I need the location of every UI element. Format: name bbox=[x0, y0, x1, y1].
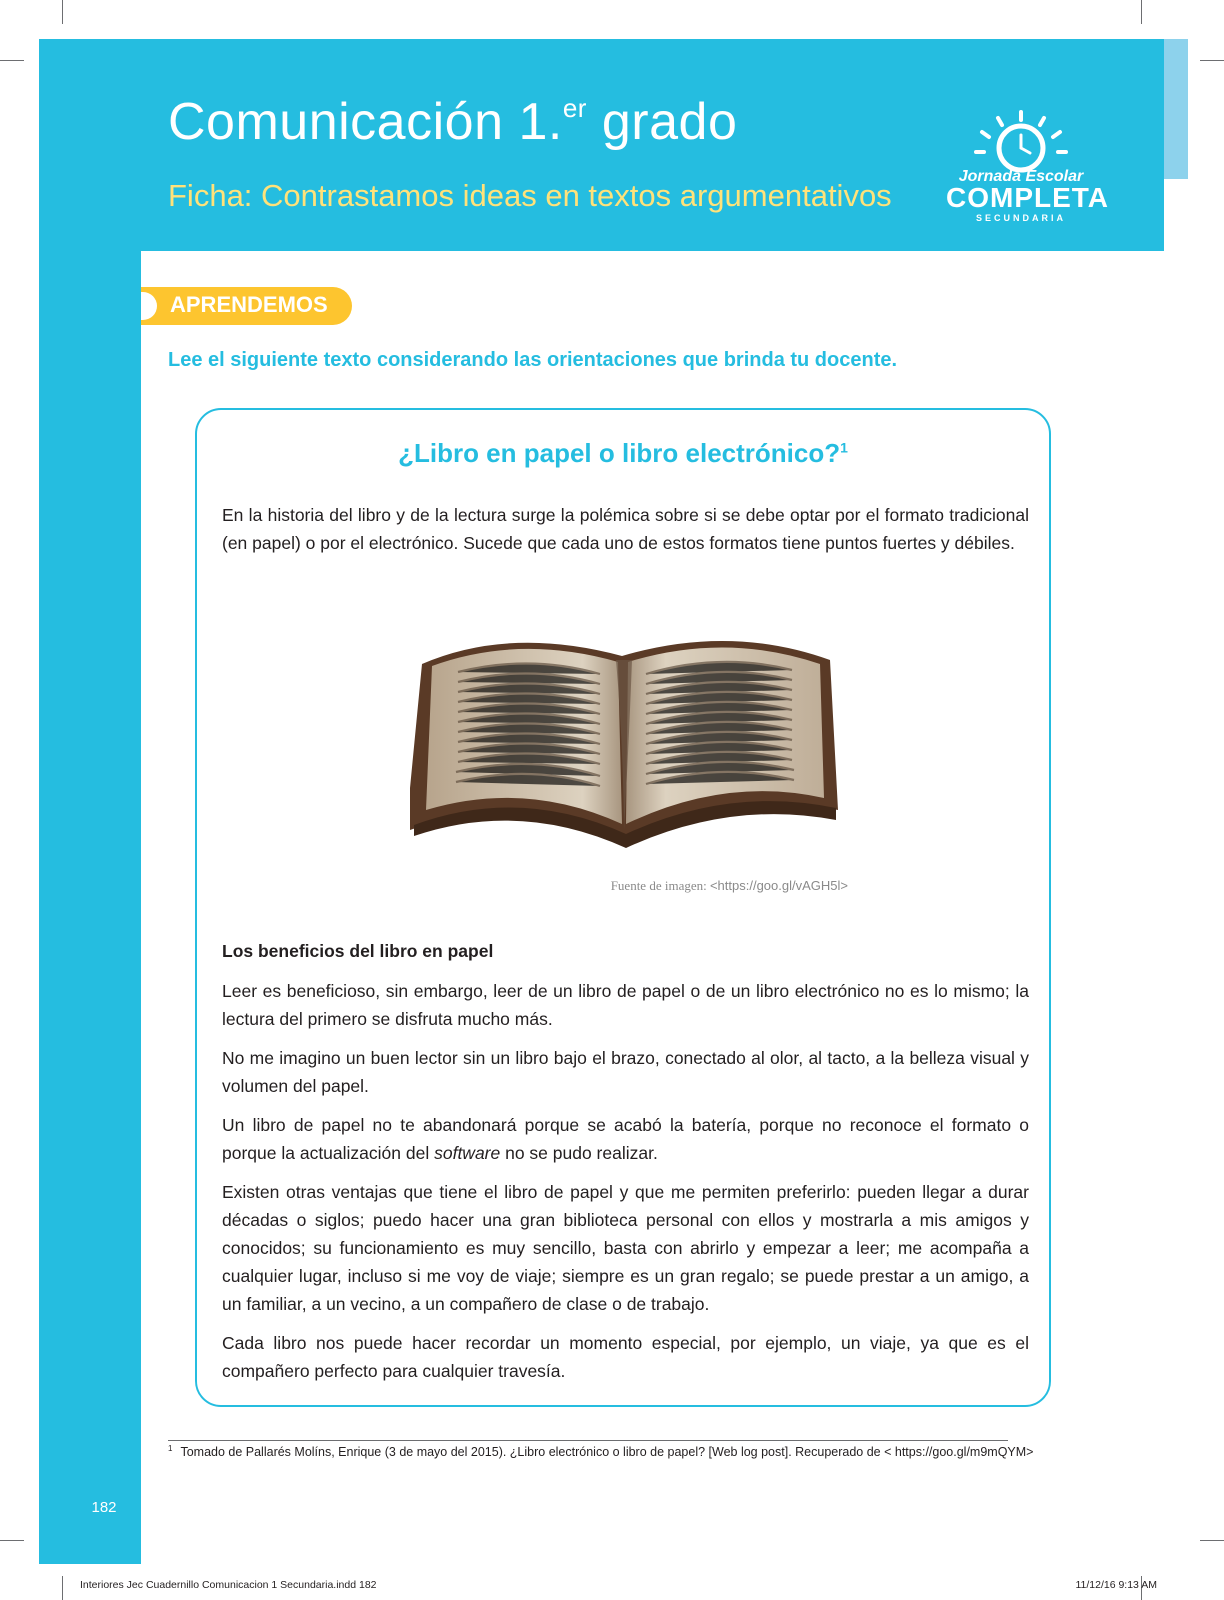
crop-mark bbox=[1200, 1540, 1224, 1541]
image-caption: Fuente de imagen: <https://goo.gl/vAGH5l> bbox=[610, 878, 848, 893]
body-paragraph: Leer es beneficioso, sin embargo, leer de un libro de papel o de un libro electrónico no es lo mismo; la lectura del primero se disfruta mucho más. bbox=[222, 981, 1029, 1029]
crop-mark bbox=[62, 0, 63, 24]
edge-tab bbox=[1164, 39, 1188, 179]
body-paragraph: Un libro de papel no te abandonará porque se acabó la batería, porque no reconoce el formato o porque la actualización del software no se pudo realizar. bbox=[222, 1115, 1029, 1163]
open-old-book-photo-icon bbox=[400, 620, 848, 870]
crop-mark bbox=[1141, 0, 1142, 24]
page-title: Comunicación 1.$^{er}$ grado bbox=[168, 92, 738, 151]
body-paragraph: Cada libro nos puede hacer recordar un momento especial, por ejemplo, un viaje, ya que es el compañero perfecto para cualquier travesía. bbox=[222, 1333, 1029, 1381]
footnote-divider bbox=[168, 1440, 1008, 1441]
crop-mark bbox=[0, 60, 24, 61]
print-slug-filename: Interiores Jec Cuadernillo Comunicacion 1 Secundaria.indd 182 bbox=[80, 1579, 377, 1591]
crop-mark bbox=[62, 1576, 63, 1600]
footnote: $^1$ Tomado de Pallarés Molíns, Enrique (3 de mayo del 2015). ¿Libro electrónico o libro de papel? [Web log post]. Recuperado de < https://goo.gl/m9mQYM> bbox=[168, 1444, 1034, 1460]
print-slug-timestamp: 11/12/16 9:13 AM bbox=[1075, 1579, 1157, 1591]
jornada-escolar-logo bbox=[946, 110, 1110, 230]
section-label: APRENDEMOS bbox=[170, 292, 328, 317]
intro-paragraph: En la historia del libro y de la lectura surge la polémica sobre si se debe optar por el formato tradicional (en papel) o por el electrónico. Sucede que cada uno de estos formatos tiene puntos fuertes y débiles. bbox=[222, 505, 1029, 553]
logo-text: COMPLETA bbox=[946, 182, 1110, 213]
section-subheading: Los beneficios del libro en papel bbox=[222, 941, 494, 961]
crop-mark bbox=[1200, 60, 1224, 61]
instruction-text: Lee el siguiente texto considerando las orientaciones que brinda tu docente. bbox=[168, 349, 898, 371]
body-paragraph: No me imagino un buen lector sin un libro bajo el brazo, conectado al olor, al tacto, a la belleza visual y volumen del papel. bbox=[222, 1048, 1029, 1096]
logo-text: Jornada Escolar bbox=[958, 168, 1084, 185]
page-number: 182 bbox=[91, 1499, 117, 1516]
body-paragraph: Existen otras ventajas que tiene el libro de papel y que me permiten preferirlo: pueden llegar a durar décadas o siglos; puedo hacer una gran biblioteca personal con ellos y mostrarla a mis amigos y conocidos; su funcionamiento es muy sencillo, basta con abrirlo y empezar a leer; me acompaña a cualquier lugar, incluso si me voy de viaje; siempre es un gran regalo; se puede prestar a un amigo, a un familiar, a un vecino, a un compañero de clase o de trabajo. bbox=[222, 1182, 1029, 1314]
worksheet-subtitle: Ficha: Contrastamos ideas en textos argumentativos bbox=[168, 178, 892, 213]
crop-mark bbox=[0, 1540, 24, 1541]
logo-text: SECUNDARIA bbox=[975, 213, 1066, 223]
reading-title: ¿Libro en papel o libro electrónico?$^1$ bbox=[398, 438, 848, 468]
left-margin-strip bbox=[39, 251, 141, 1564]
